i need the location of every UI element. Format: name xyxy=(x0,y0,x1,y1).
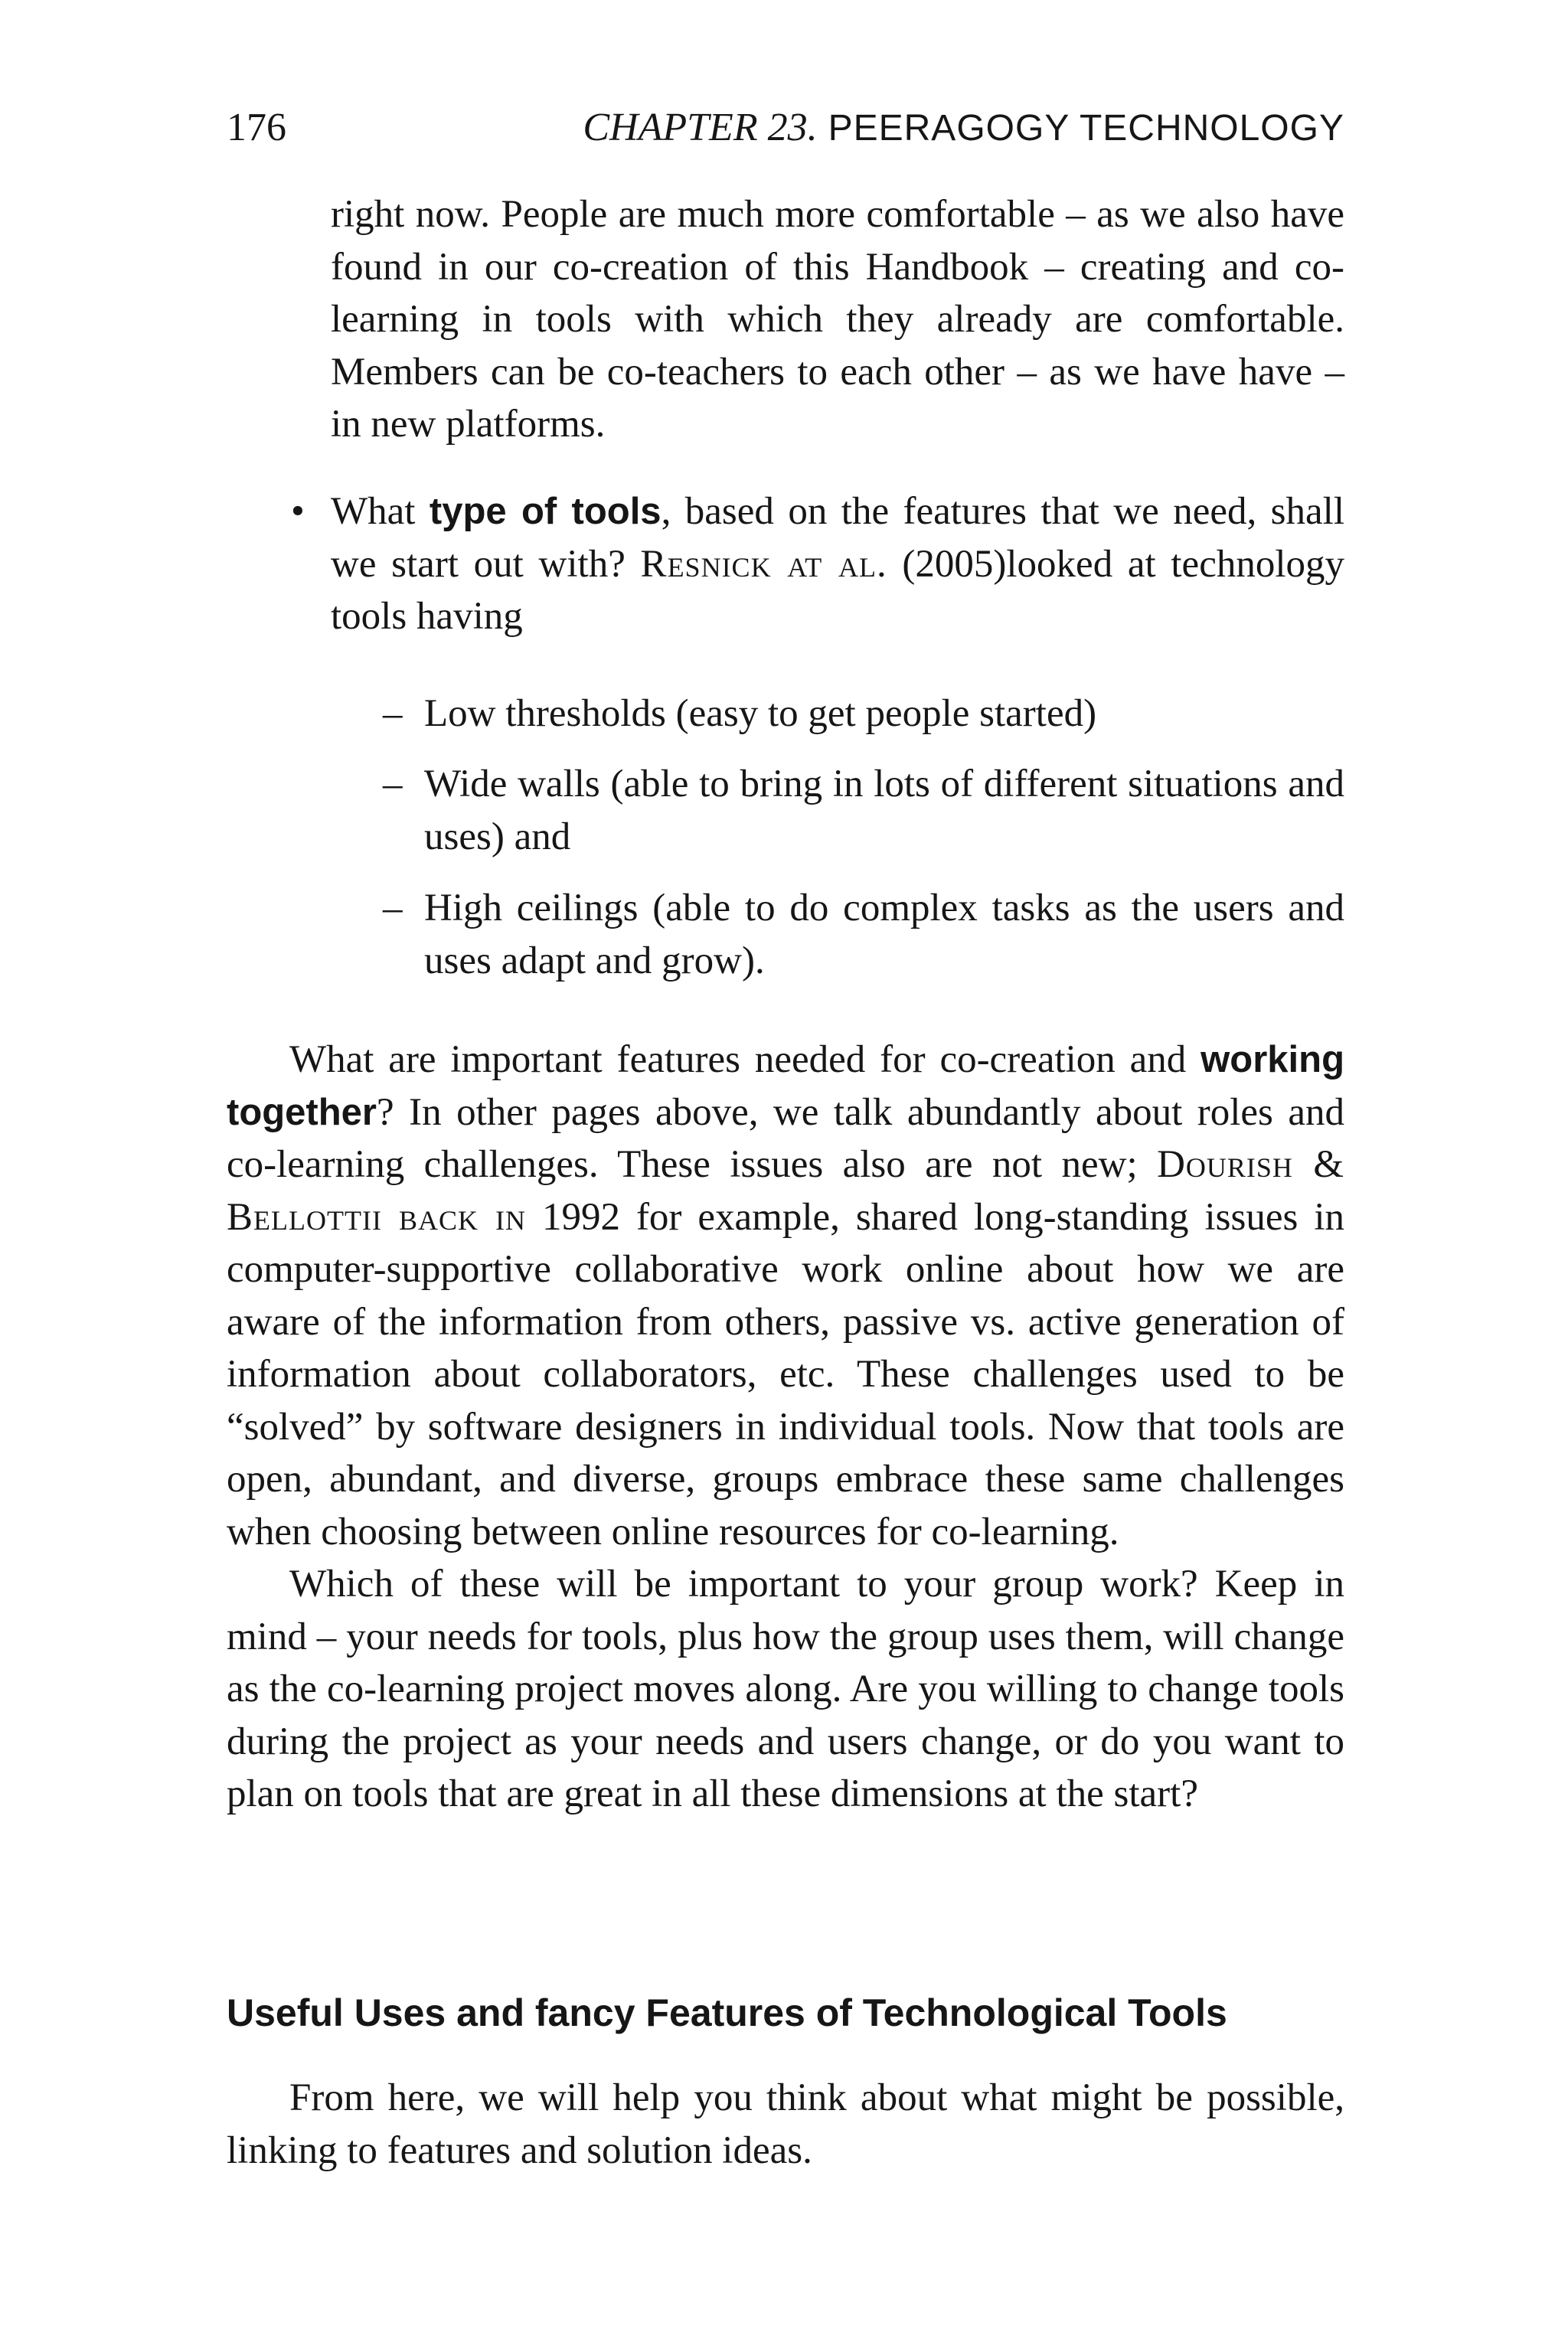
paragraph-group-work: Which of these will be important to your group work? Keep in mind – your needs for tools, plus how the group uses them, will change as the co-learning project moves along. Are you willing to change tools during the project as your needs and users change, or do you want to plan on tools that are great in all these dimensions at the start? xyxy=(227,1563,1344,1815)
paragraph-text-middle: ? In other pages above, we talk abundantly about roles and co-learning challenges. These issues also are not new; xyxy=(227,1090,1344,1186)
bold-term-type-of-tools: type of tools xyxy=(429,491,662,532)
continued-paragraph: right now. People are much more comfortable – as we also have found in our co-creation of this Handbook – creating and co-learning in tools with which they already are comfortable. Members can be co-teachers to each other – as we have have – in new platforms. xyxy=(331,193,1344,446)
dash-marker: – xyxy=(383,763,403,805)
continued-bullet-text xyxy=(331,188,1344,451)
chapter-title: PEERAGOGY TECHNOLOGY xyxy=(828,108,1344,149)
dash-marker: – xyxy=(383,887,403,929)
sub-list-item xyxy=(383,882,1344,987)
sub-list-item xyxy=(383,758,1344,863)
page-number: 176 xyxy=(227,106,286,149)
citation-dourish-bellotti: Dourish & Bellottii back in xyxy=(227,1143,1345,1239)
dash-marker: – xyxy=(383,692,403,735)
section-heading: Useful Uses and fancy Features of Technological Tools xyxy=(227,1991,1227,2034)
sub-list-item xyxy=(383,688,1344,740)
sub-list-item-text: Wide walls (able to bring in lots of different situations and uses) and xyxy=(424,763,1344,858)
running-head xyxy=(583,101,1344,155)
paragraph-from-here: From here, we will help you think about what might be possible, linking to features and solution ideas. xyxy=(227,2076,1344,2172)
section-intro xyxy=(227,2072,1344,2177)
bold-term-working-together: working together xyxy=(227,1039,1344,1133)
bullet-text-middle: , based on the features that we need, shall we start out with? xyxy=(331,490,1344,586)
paragraph-text-end: 1992 for example, shared long-standing issues in computer-supportive collaborative work online about how we are aware of the information from others, passive vs. active generation of information about collaborators, etc. These challenges used to be “solved” by software designers in individual tools. Now that tools are open, abundant, and diverse, groups embrace these same challenges when choosing between online resources for co-learning. xyxy=(227,1195,1344,1553)
bullet-text-end: (2005)looked at technology tools having xyxy=(331,542,1345,638)
citation-resnick: Resnick at al. xyxy=(640,542,887,586)
bullet-marker: • xyxy=(291,490,305,533)
paragraph-text-start: What are important features needed for co-creation and xyxy=(289,1038,1201,1081)
bullet-item-tool-types xyxy=(291,485,1345,643)
bullet-text-start: What xyxy=(331,490,430,533)
sub-list-item-text: High ceilings (able to do complex tasks as the users and uses adapt and grow). xyxy=(424,887,1344,982)
paragraph-features xyxy=(227,1034,1344,1558)
bullet-text xyxy=(331,485,1344,643)
page-header xyxy=(227,101,1344,155)
body-paragraphs xyxy=(227,1034,1344,1821)
chapter-label: CHAPTER 23. xyxy=(583,106,818,149)
sub-list-item-text: Low thresholds (easy to get people started) xyxy=(424,692,1097,735)
